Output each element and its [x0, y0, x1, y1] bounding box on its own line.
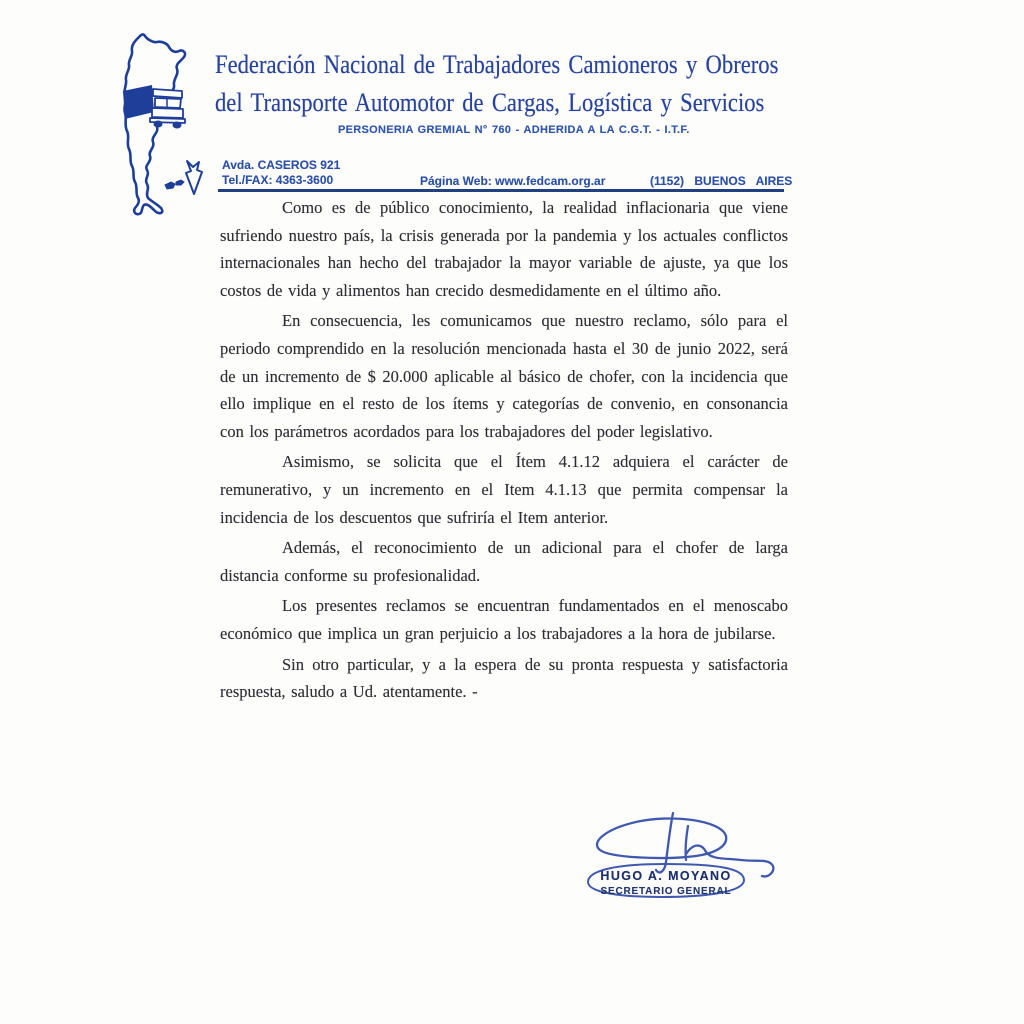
body-paragraph: En consecuencia, les comunicamos que nuestro reclamo, sólo para el periodo comprendido en la resolución mencionada hasta el 30 de junio 2022, será de un incremento de $ 20.000 aplicable al básico de chofer, con la incidencia que ello implique en el resto de los ítems y categorías de convenio, en consonancia con los parámetros acordados para los trabajadores del poder legislativo.	[220, 311, 788, 441]
city-line: (1152) BUENOS AIRES	[650, 174, 793, 188]
body-paragraph: Sin otro particular, y a la espera de su pronta respuesta y satisfactoria respuesta, saludo a Ud. atentamente. -	[220, 654, 788, 702]
address-line: Avda. CASEROS 921	[222, 158, 341, 172]
truck-icon	[123, 85, 185, 129]
website-line: Página Web: www.fedcam.org.ar	[420, 174, 606, 188]
signer-name: HUGO A. MOYANO	[600, 869, 732, 883]
registration-line: PERSONERIA GREMIAL N° 760 - ADHERIDA A LA C.G.T. - I.T.F.	[338, 124, 690, 136]
map-pointer-arrow-icon	[186, 161, 202, 194]
body-paragraph: Como es de público conocimiento, la realidad inflacionaria que viene sufriendo nuestro país, la crisis generada por la pandemia y los actuales conflictos internacionales han hecho del trabajador la mayor variable de ajuste, ya que los costos de vida y alimentos han crecido desmedidamente en el último año.	[220, 198, 788, 300]
letter-body	[220, 194, 788, 709]
phone-line: Tel./FAX: 4363-3600	[222, 173, 334, 187]
federation-logo	[95, 15, 215, 225]
org-name-line1: Federación Nacional de Trabajadores Camioneros y Obreros	[215, 50, 779, 79]
signer-title: SECRETARIO GENERAL	[600, 886, 732, 897]
handwritten-signature-icon	[576, 810, 788, 914]
body-paragraph: Los presentes reclamos se encuentran fundamentados en el menoscabo económico que implica un gran perjuicio a los trabajadores a la hora de jubilarse.	[220, 596, 788, 643]
body-paragraph: Asimismo, se solicita que el Ítem 4.1.12 adquiera el carácter de remunerativo, y un incremento en el Item 4.1.13 que permita compensar la incidencia de los descuentos que sufriría el Item anterior.	[220, 452, 788, 527]
body-paragraph: Además, el reconocimiento de un adicional para el chofer de larga distancia conforme su profesionalidad.	[220, 538, 788, 585]
signature-block	[576, 810, 788, 914]
header-divider	[218, 189, 784, 192]
org-name-line2: del Transporte Automotor de Cargas, Logística y Servicios	[215, 88, 765, 117]
malvinas-islands-icon	[165, 180, 184, 189]
